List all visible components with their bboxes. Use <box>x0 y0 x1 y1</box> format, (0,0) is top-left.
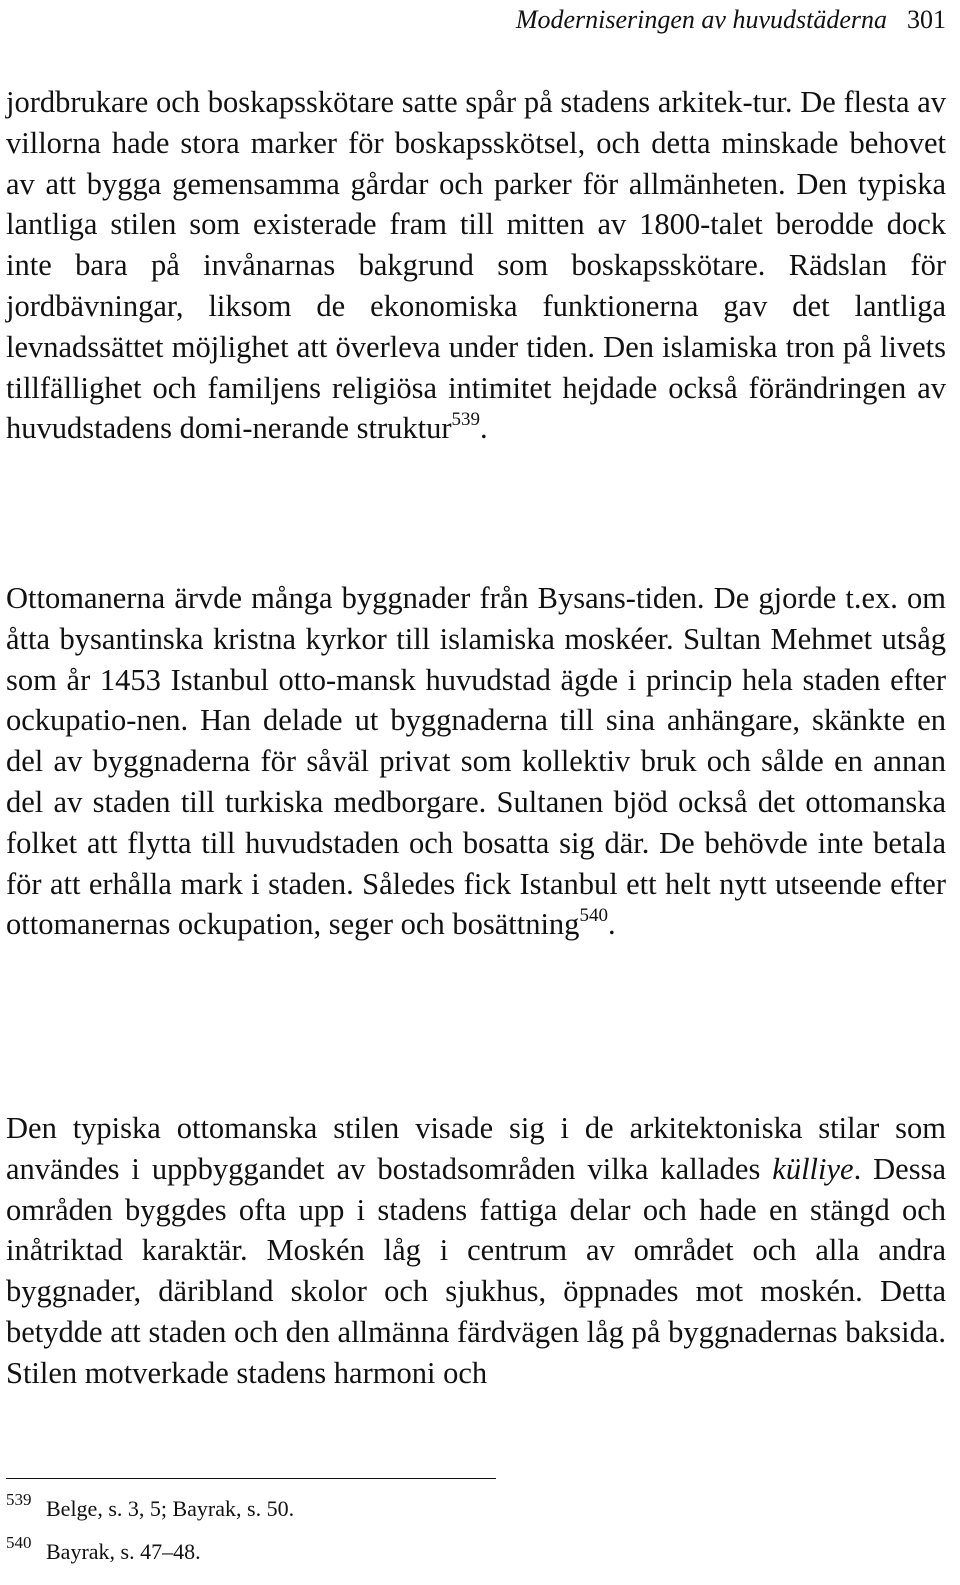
italic-term: külliye <box>772 1151 854 1186</box>
paragraph-1 <box>6 82 946 449</box>
paragraph-2-tail: . <box>607 907 616 942</box>
footnotes <box>6 1483 906 1569</box>
footnote-number: 540 <box>6 1533 32 1552</box>
paragraph-2 <box>6 578 946 945</box>
footnote-text: Belge, s. 3, 5; Bayrak, s. 50. <box>46 1496 295 1521</box>
footnote-540 <box>6 1526 906 1569</box>
paragraph-1-text: jordbrukare och boskapsskötare satte spår på stadens arkitek-tur. De flesta av villorna hade stora marker för boskapsskötsel, och detta minskade behovet av att bygga gemensamma gårdar och parker för allmänheten. Den typiska lantliga stilen som existerade fram till mitten av 1800-talet berodde dock inte bara på invånarnas bakgrund som boskapsskötare. Rädslan för jordbävningar, liksom de ekonomiska funktionerna gav det lantliga levnadssättet möjlighet att överleva under tiden. Den islamiska tron på livets tillfällighet och familjens religiösa intimitet hejdade också förändringen av huvudstadens domi-nerande struktur <box>6 85 946 446</box>
footnote-539 <box>6 1483 906 1526</box>
paragraph-3 <box>6 1108 946 1394</box>
running-title: Moderniseringen av huvudstäderna <box>515 5 887 34</box>
footnote-number: 539 <box>6 1490 32 1509</box>
footnote-ref-540[interactable]: 540 <box>579 905 608 927</box>
paragraph-3-text-before: Den typiska ottomanska stilen visade sig i de arkitektoniska stilar som användes i uppbyggandet av bostadsområden vilka kallades <box>6 1111 946 1186</box>
footnote-ref-539[interactable]: 539 <box>451 409 481 431</box>
running-head <box>516 4 946 36</box>
footnote-divider <box>6 1478 496 1479</box>
paragraph-1-tail: . <box>480 411 488 446</box>
paragraph-3-text-after: . Dessa områden byggdes ofta upp i stadens fattiga delar och hade en stängd och inåtriktad karaktär. Moskén låg i centrum av området och alla andra byggnader, däribland skolor och sjukhus, öppnades mot moskén. Detta betydde att staden och den allmänna färdvägen låg på byggnadernas baksida. Stilen motverkade stadens harmoni och <box>6 1151 946 1390</box>
page-number: 301 <box>907 5 946 34</box>
paragraph-2-text: Ottomanerna ärvde många byggnader från Bysans-tiden. De gjorde t.ex. om åtta bysantinska kristna kyrkor till islamiska moskéer. Sultan Mehmet utsåg som år 1453 Istanbul otto-mansk huvudstad ägde i princip hela staden efter ockupatio-nen. Han delade ut byggnaderna till sina anhängare, skänkte en del av byggnaderna för såväl privat som kollektiv bruk och sålde en annan del av staden till turkiska medborgare. Sultanen bjöd också det ottomanska folket att flytta till huvudstaden och bosatta sig där. De behövde inte betala för att erhålla mark i staden. Således fick Istanbul ett helt nytt utseende efter ottomanernas ockupation, seger och bosättning <box>6 581 946 942</box>
footnote-text: Bayrak, s. 47–48. <box>46 1539 201 1564</box>
